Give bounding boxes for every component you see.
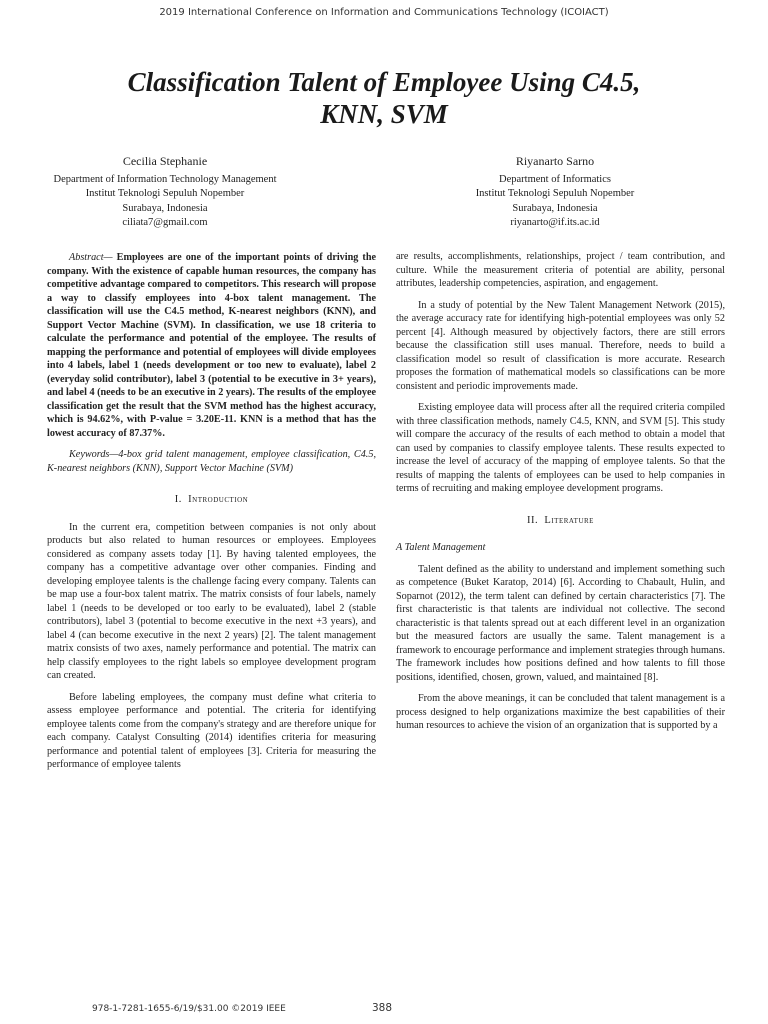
paper-title bbox=[60, 66, 708, 130]
section-title: Introduction bbox=[188, 494, 249, 505]
section-number: I. bbox=[174, 494, 182, 505]
section-heading-literature bbox=[396, 514, 725, 528]
author-block-1 bbox=[0, 154, 330, 231]
footer-isbn: 978-1-7281-1655-6/19/$31.00 ©2019 IEEE bbox=[92, 1004, 286, 1014]
author-email: riyanarto@if.its.ac.id bbox=[510, 217, 600, 228]
author-city: Surabaya, Indonesia bbox=[512, 202, 598, 214]
literature-paragraph-1: Talent defined as the ability to understand and implement something such as competence (Buket Karatop, 2014) [6]. According to Chabault, Hulin, and Soparnot (2012), the term talent can defined by certain characteristics [7]. The first characteristic is that talents are individual not collective. The second characteristic is that talents spread out at each different level in an organization but the measured factors are usually the same. Talent management is a framework to encourage performance and implement strategies through humans. The framework includes how positions defined and how talents to fill those positions, identified, chosen, grown, valued, and maintained [8]. bbox=[396, 563, 725, 683]
author-department: Department of Information Technology Management bbox=[53, 173, 277, 185]
conference-header: 2019 International Conference on Information and Communications Technology (ICOIACT) bbox=[159, 7, 609, 18]
author-institute: Institut Teknologi Sepuluh Nopember bbox=[85, 188, 245, 199]
abstract-label: Abstract— bbox=[69, 252, 113, 263]
keywords: Keywords—4-box grid talent management, employee classification, C4.5, K-nearest neighbors (KNN), Support Vector Machine (SVM) bbox=[47, 449, 376, 474]
intro-paragraph-2-continued: are results, accomplishments, relationships, project / team contribution, and culture. While the measurement criteria of potential are ability, personal attributes, leadership competencies, aspiration, and engagement. bbox=[396, 251, 725, 289]
author-block-2 bbox=[390, 154, 720, 231]
subsection-heading-talent-management: A Talent Management bbox=[396, 542, 486, 553]
left-column bbox=[47, 251, 376, 780]
intro-paragraph-3: In a study of potential by the New Talent Management Network (2015), the average accuracy rate for identifying high-potential employees was only 52 percent [4]. Although measured by objectively factors, there are still errors because the classification still uses manual. Therefore, needs to build a classification model so result of classification is more accurate. Research proposes the formation of mathematical models so classifications can be more consistent and periodic improvements made. bbox=[396, 299, 725, 392]
section-number: II. bbox=[527, 514, 539, 526]
abstract bbox=[47, 251, 376, 440]
section-heading-introduction bbox=[47, 493, 376, 507]
author-department: Department of Informatics bbox=[499, 173, 611, 185]
intro-paragraph-1: In the current era, competition between companies is not only about products but also related to human resources or employees. Employees considered as company assets today [1]. By having talented employees, the company has a competitive advantage over other companies. Finding and developing employee talents is the challenge facing every company. Talents can be map use a four-box talent matrix. The matrix consists of four labels, namely label 1 (needs to be developed or too early to be evaluated), label 2 (stable contributors), label 3 (potential to become executive in the next +3 years), and label 4 (can become executive in the next 2 years) [2]. The talent management matrix consists of two axes, namely performance and potential. The matrix can help classify employees to the right labels so employee development program can created. bbox=[47, 521, 376, 681]
title-line-1: Classification Talent of Employee Using C4.5, bbox=[127, 67, 641, 97]
page-number: 388 bbox=[372, 1002, 393, 1014]
author-email: ciliata7@gmail.com bbox=[122, 217, 208, 228]
title-line-2: KNN, SVM bbox=[320, 99, 448, 129]
author-city: Surabaya, Indonesia bbox=[122, 202, 208, 214]
author-name: Riyanarto Sarno bbox=[515, 154, 595, 168]
section-title: Literature bbox=[544, 514, 594, 526]
author-institute: Institut Teknologi Sepuluh Nopember bbox=[475, 188, 635, 199]
intro-paragraph-4: Existing employee data will process after all the required criteria compiled with three classification methods, namely C4.5, KNN, and SVM [5]. This study will compare the accuracy of the results of each method to obtain a model that can used by companies to classify employee talents. These results expected to increase the level of accuracy of the mapping of employee talents. So that the results of mapping the talents of employees can be used to help companies in terms of recruiting and making employee development programs. bbox=[396, 402, 725, 494]
right-column bbox=[396, 250, 725, 741]
author-name: Cecilia Stephanie bbox=[122, 154, 208, 168]
intro-paragraph-2: Before labeling employees, the company must define what criteria to assess employee performance and potential. The criteria for identifying employee talents come from the company's strategy and are therefore unique for each company. Catalyst Consulting (2014) identifies criteria for measuring performance and potential talent of employees [3]. Criteria for measuring the performance of employee talents bbox=[47, 691, 376, 770]
literature-paragraph-2: From the above meanings, it can be concluded that talent management is a process designed to help organizations maximize the best capabilities of their human resources to achieve the vision of an organization that is supported by a bbox=[396, 693, 725, 731]
abstract-text: Employees are one of the important points of driving the company. With the existence of capable human resources, the company has competitive advantage compared to competitors. This research will propose a way to classify employees into 4-box talent management. The classification will use the C4.5 method, K-nearest neighbors (KNN), and Support Vector Machine (SVM). In classification, we use 18 criteria to calculate the performance and potential of the employee. The results of mapping the performance and potential of employees will divide employees into 4 labels, label 1 (needs development or too new to evaluate), label 2 (everyday solid contributor), label 3 (potential to be executive in 3+ years), and label 4 (needs to be an executive in 2 years). The results of the employee classification get the result that the SVM method has the highest accuracy, which is 94.62%, with P-value = 3.20E-11. KNN is a method that has the lowest accuracy of 87.37%. bbox=[47, 252, 377, 439]
